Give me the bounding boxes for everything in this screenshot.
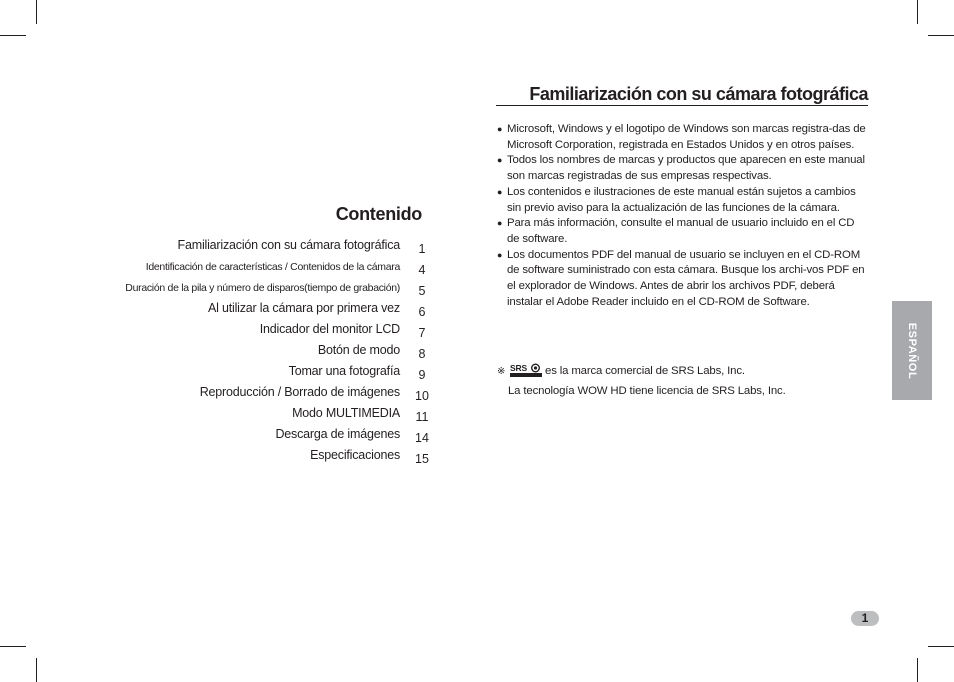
page-number: 1 [851,611,879,626]
note-item [497,185,869,216]
toc-entry-label: Descarga de imágenes [275,427,400,441]
note-text: Los contenidos e ilustraciones de este manual están sujetos a cambios sin previo aviso para la actualización de las funciones de la cámara. [507,185,856,214]
toc-entry-page: 6 [418,305,426,319]
toc-entry-page: 5 [418,284,426,298]
crop-mark [917,0,918,24]
crop-mark [0,35,26,36]
note-text: Todos los nombres de marcas y productos que aparecen en este manual son marcas registradas de sus empresas respectivas. [507,154,865,183]
note-item [497,216,869,247]
reference-mark: ※ [497,366,506,377]
toc-entry[interactable] [60,423,440,444]
toc-entry-page: 8 [418,347,426,361]
bullet-icon: ● [497,186,503,197]
crop-mark [36,0,37,24]
toc-entry-page: 11 [415,410,429,424]
bullet-icon: ● [497,218,503,229]
toc-entry-label: Identificación de características / Contenidos de la cámara [145,261,400,273]
toc-entry-page: 4 [418,263,426,277]
bullet-icon: ● [497,124,503,134]
bullet-icon: ● [497,249,503,260]
note-item [497,153,869,184]
note-item [497,122,869,153]
toc-entry[interactable] [60,234,440,255]
note-text: Los documentos PDF del manual de usuario se incluyen en el CD-ROM de software suministrado con esta cámara. Busque los archi-vos PDF en el explorador de Windows. Antes de abrir los archivos PDF, deberá instalar el Adobe Reader incluido en el CD-ROM de Software. [507,248,865,308]
toc-entry-label: Especificaciones [310,448,400,462]
crop-mark [917,658,918,682]
toc-entry-label: Botón de modo [317,343,400,357]
note-text: Para más información, consulte el manual de usuario incluido en el CD de software. [507,217,855,245]
crop-mark [0,646,26,647]
section-title: Familiarización con su cámara fotográfica [529,84,868,104]
svg-text:SRS: SRS [510,363,528,373]
crop-mark [928,35,954,36]
toc-entry-page: 10 [415,389,429,403]
toc-entry-page: 7 [418,326,426,340]
language-tab [892,301,932,400]
toc-entry[interactable] [60,381,440,402]
crop-mark [36,658,37,682]
srs-logo [510,363,542,384]
toc-entry-label: Familiarización con su cámara fotográfica [177,238,400,252]
toc-entry[interactable] [60,339,440,360]
toc-entry[interactable] [60,402,440,423]
toc-entry-label: Duración de la pila y número de disparos(tiempo de grabación) [125,282,400,294]
toc-entry-page: 15 [415,452,429,466]
toc-entry-page: 1 [418,242,426,256]
toc-list [60,234,440,465]
notes-list [497,122,869,310]
language-tab-label: ESPAÑOL [906,322,918,379]
toc-entry-label: Indicador del monitor LCD [259,322,400,336]
crop-mark [928,646,954,647]
toc-entry[interactable] [60,360,440,381]
toc-title: Contenido [335,204,422,224]
toc-entry[interactable] [60,276,440,297]
toc-entry[interactable] [60,444,440,465]
srs-line-1: es la marca comercial de SRS Labs, Inc. [545,365,745,377]
srs-notice [497,363,877,399]
bullet-icon: ● [497,155,503,166]
toc-entry-label: Al utilizar la cámara por primera vez [208,301,400,315]
toc-entry[interactable] [60,318,440,339]
section-title-rule [496,84,868,106]
toc-entry-page: 14 [415,431,429,445]
note-text: Microsoft, Windows y el logotipo de Windows son marcas registra-das de Microsoft Corporation, registrada en Estados Unidos y en otros países. [507,123,866,151]
srs-line-2: La tecnología WOW HD tiene licencia de SRS Labs, Inc. [508,384,786,397]
note-item [497,248,869,311]
toc-entry-page: 9 [418,368,426,382]
toc-entry-label: Modo MULTIMEDIA [292,406,400,420]
toc-entry[interactable] [60,255,440,276]
toc-entry-label: Reproducción / Borrado de imágenes [199,385,400,399]
toc-entry-label: Tomar una fotografía [288,364,400,378]
toc-entry[interactable] [60,297,440,318]
